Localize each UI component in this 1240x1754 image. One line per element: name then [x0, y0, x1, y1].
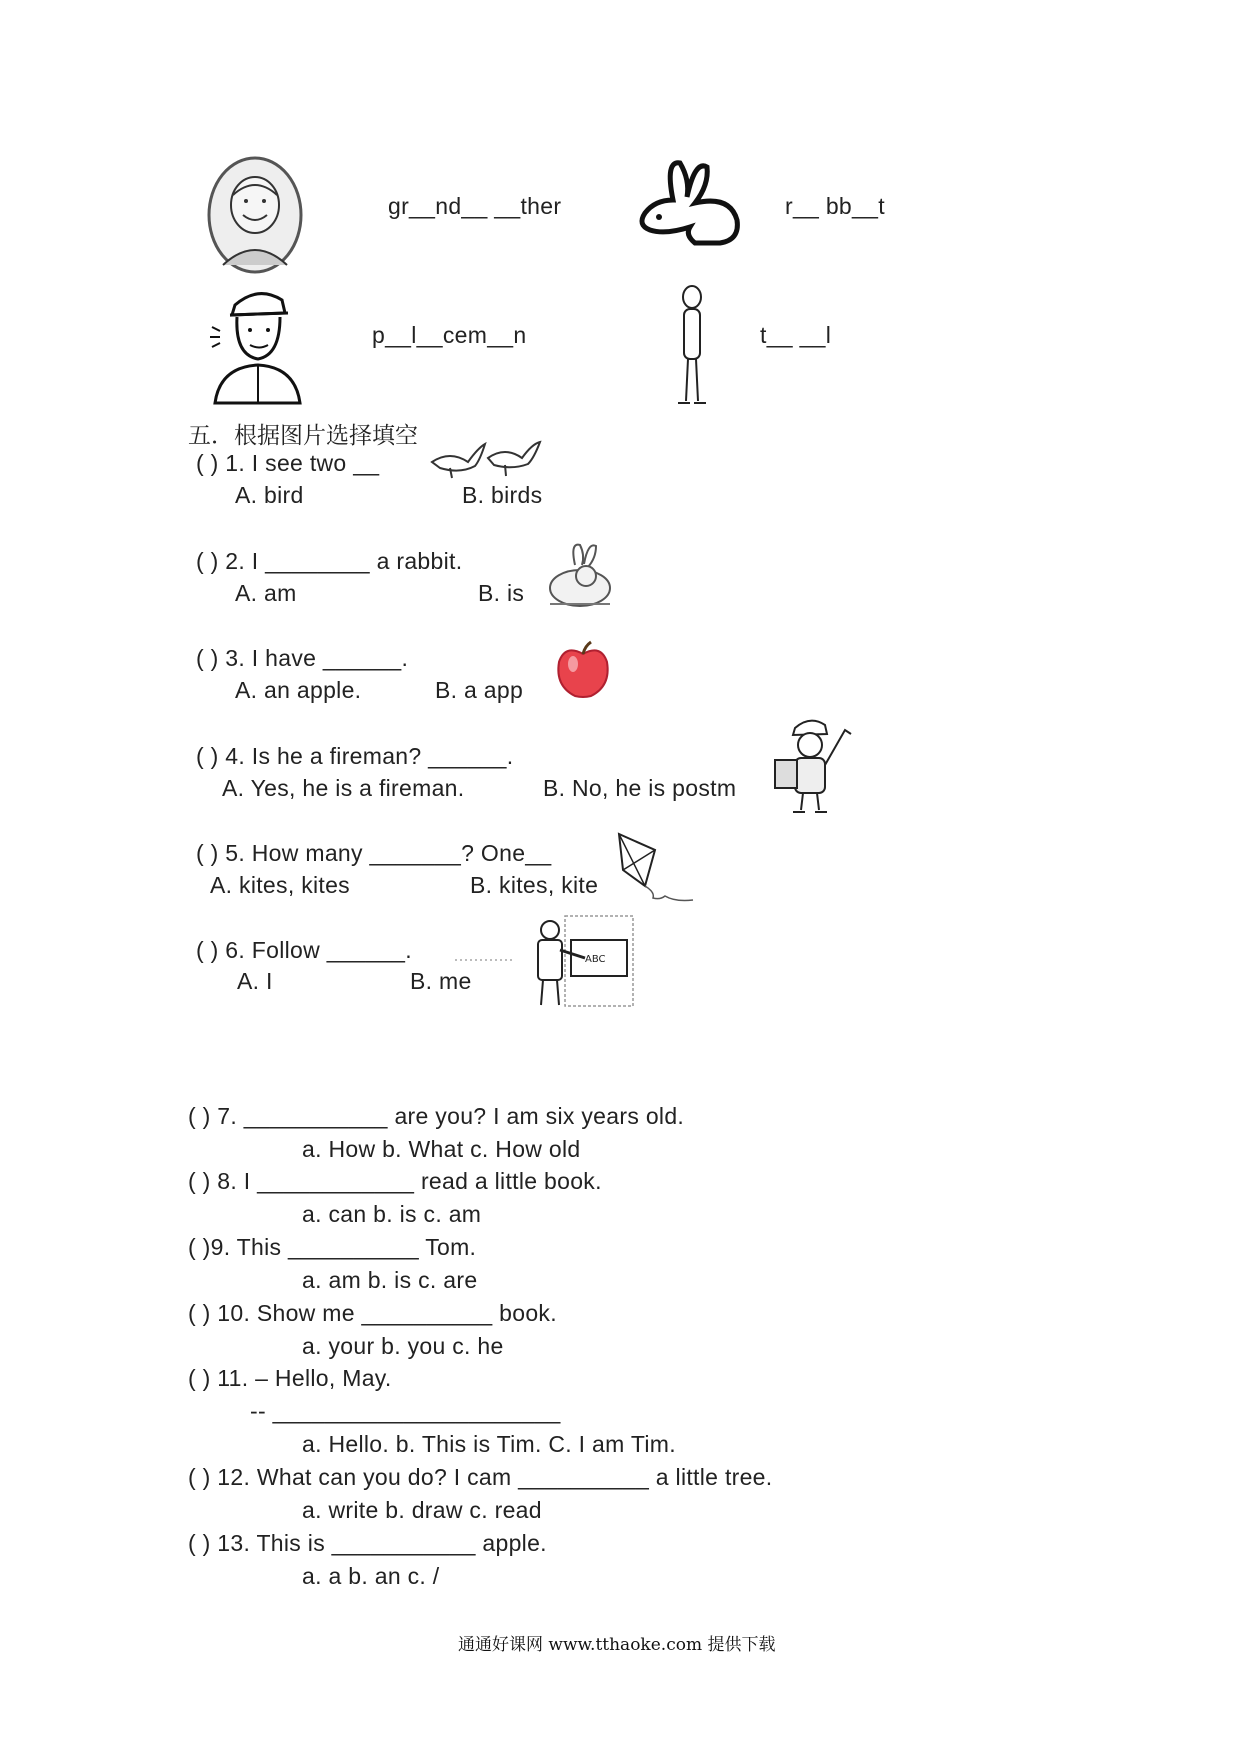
q5-stem: ( ) 5. How many _______? One__ — [196, 840, 552, 866]
svg-text:ABC: ABC — [585, 954, 606, 965]
postman-icon — [765, 710, 855, 820]
q4-option-a: A. Yes, he is a fireman. — [222, 775, 465, 801]
spelling-word-2: r__ bb__t — [785, 193, 885, 219]
q4-option-b: B. No, he is postm — [543, 775, 737, 801]
q1-option-a: A. bird — [235, 482, 304, 508]
q10-stem: ( ) 10. Show me __________ book. — [188, 1300, 557, 1326]
q8-options: a. can b. is c. am — [302, 1201, 482, 1227]
q12-options: a. write b. draw c. read — [302, 1497, 542, 1523]
q8-stem: ( ) 8. I ____________ read a little book. — [188, 1168, 602, 1194]
q11-answer-line: -- ______________________ — [250, 1398, 561, 1424]
section-5-heading: 五．根据图片选择填空 — [188, 423, 418, 449]
q2-option-a: A. am — [235, 580, 297, 606]
apple-icon — [553, 640, 613, 700]
q1-option-b: B. birds — [462, 482, 543, 508]
teacher-board-icon — [455, 910, 635, 1010]
q10-options: a. your b. you c. he — [302, 1333, 504, 1359]
q4-stem: ( ) 4. Is he a fireman? ______. — [196, 743, 514, 769]
rabbit-sketch-icon — [540, 540, 620, 610]
q11-stem: ( ) 11. – Hello, May. — [188, 1365, 392, 1391]
q7-stem: ( ) 7. ___________ are you? I am six years old. — [188, 1103, 685, 1129]
spelling-word-3: p__l__cem__n — [372, 322, 527, 348]
tall-figure-icon — [670, 283, 715, 408]
q11-options: a. Hello. b. This is Tim. C. I am Tim. — [302, 1431, 676, 1457]
q13-stem: ( ) 13. This is ___________ apple. — [188, 1530, 547, 1556]
q7-options: a. How b. What c. How old — [302, 1136, 581, 1162]
rabbit-outline-icon — [635, 155, 750, 250]
spelling-word-4: t__ __l — [760, 322, 832, 348]
footer-source: 通通好课网 www.tthaoke.com 提供下载 — [458, 1635, 776, 1655]
policeman-icon — [210, 285, 305, 405]
q2-option-b: B. is — [478, 580, 525, 606]
q1-stem: ( ) 1. I see two __ — [196, 450, 380, 476]
q9-stem: ( )9. This __________ Tom. — [188, 1234, 477, 1260]
kite-icon — [615, 830, 695, 905]
q6-option-b: B. me — [410, 968, 472, 994]
q12-stem: ( ) 12. What can you do? I cam __________ a little tree. — [188, 1464, 773, 1490]
q6-option-a: A. I — [237, 968, 273, 994]
q9-options: a. am b. is c. are — [302, 1267, 478, 1293]
q6-stem: ( ) 6. Follow ______. — [196, 937, 412, 963]
q3-option-b: B. a app — [435, 677, 524, 703]
q3-option-a: A. an apple. — [235, 677, 362, 703]
birds-icon — [430, 440, 545, 485]
q3-stem: ( ) 3. I have ______. — [196, 645, 409, 671]
grandfather-portrait-icon — [205, 155, 305, 275]
q13-options: a. a b. an c. / — [302, 1563, 440, 1589]
q5-option-a: A. kites, kites — [210, 872, 350, 898]
spelling-word-1: gr__nd__ __ther — [388, 193, 562, 219]
q5-option-b: B. kites, kite — [470, 872, 599, 898]
q2-stem: ( ) 2. I ________ a rabbit. — [196, 548, 463, 574]
